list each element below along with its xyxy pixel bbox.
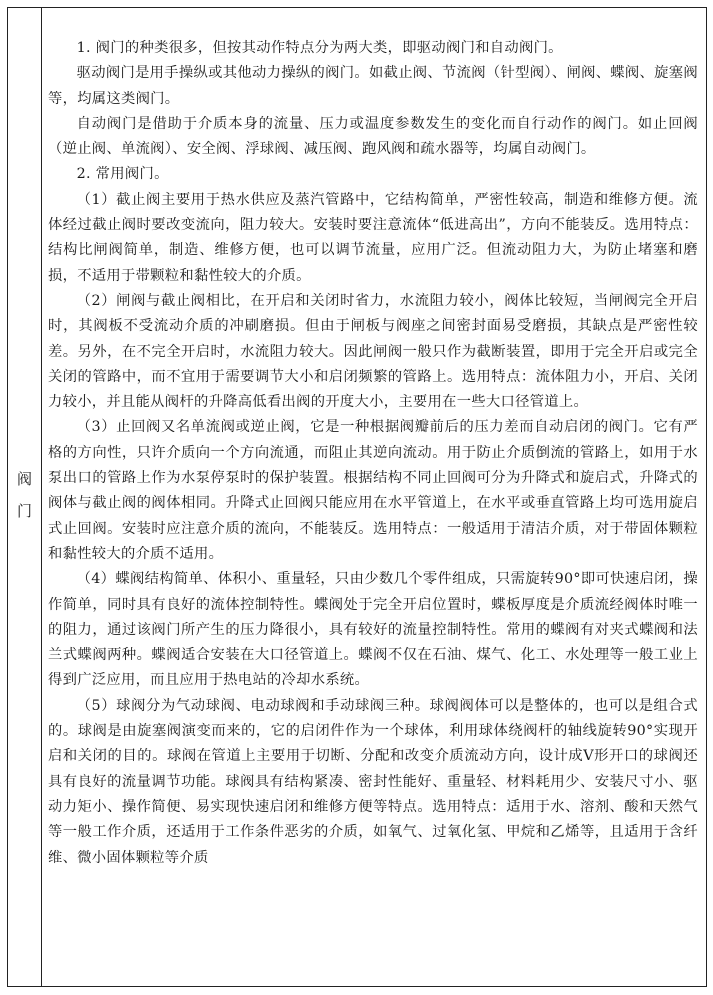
content-cell bbox=[48, 36, 698, 871]
paragraph: （5）球阀分为气动球阀、电动球阀和手动球阀三种。球阀阀体可以是整体的，也可以是组合式的。球阀是由旋塞阀演变而来的，它的启闭件作为一个球体，利用球体绕阀杆的轴线旋转90°实现开启和关闭的目的。球阀在管道上主要用于切断、分配和改变介质流动方向，设计成V形开口的球阀还具有良好的流量调节功能。球阀具有结构紧凑、密封性能好、重量轻、材料耗用少、安装尺寸小、驱动力矩小、操作简便、易实现快速启闭和维修方便等特点。选用特点：适用于水、溶剂、酸和天然气等一般工作介质，还适用于工作条件恶劣的介质，如氧气、过氧化氢、甲烷和乙烯等，且适用于含纤维、微小固体颗粒等介质 bbox=[48, 697, 698, 866]
paragraph: 2. 常用阀门。 bbox=[76, 166, 169, 183]
paragraph: 驱动阀门是用手操纵或其他动力操纵的阀门。如截止阀、节流阀（针型阀）、闸阀、蝶阀、旋塞阀等，均属这类阀门。 bbox=[48, 65, 698, 107]
paragraph: （2）闸阀与截止阀相比，在开启和关闭时省力，水流阻力较小，阀体比较短，当闸阀完全开启时，其阀板不受流动介质的冲刷磨损。但由于闸板与阀座之间密封面易受磨损，其缺点是严密性较差。另外，在不完全开启时，水流阻力较大。因此闸阀一般只作为截断装置，即用于完全开启或完全关闭的管路中，而不宜用于需要调节大小和启闭频繁的管路上。选用特点：流体阻力小，开启、关闭力较小，并且能从阀杆的升降高低看出阀的开度大小，主要用在一些大口径管道上。 bbox=[48, 292, 698, 411]
category-char-2: 门 bbox=[16, 502, 32, 520]
paragraph: 1. 阀门的种类很多，但按其动作特点分为两大类，即驱动阀门和自动阀门。 bbox=[76, 40, 563, 56]
paragraph: （3）止回阀又名单流阀或逆止阀，它是一种根据阀瓣前后的压力差而自动启闭的阀门。它有严格的方向性，只许介质向一个方向流通，而阻止其逆向流动。用于防止介质倒流的管路上，如用于水泵出口的管路上作为水泵停泵时的保护装置。根据结构不同止回阀可分为升降式和旋启式，升降式的阀体与截止阀的阀体相同。升降式止回阀只能应用在水平管道上，在水平或垂直管路上均可选用旋启式止回阀。安装时应注意介质的流向，不能装反。选用特点：一般适用于清洁介质，对于带固体颗粒和黏性较大的介质不适用。 bbox=[48, 419, 698, 562]
category-label bbox=[8, 463, 41, 527]
paragraph: （4）蝶阀结构简单、体积小、重量轻，只由少数几个零件组成，只需旋转90°即可快速启闭，操作简单，同时具有良好的流体控制特性。蝶阀处于完全开启位置时，蝶板厚度是介质流经阀体时唯一的阻力，通过该阀门所产生的压力降很小，具有较好的流量控制特性。常用的蝶阀有对夹式蝶阀和法兰式蝶阀两种。蝶阀适合安装在大口径管道上。蝶阀不仅在石油、煤气、化工、水处理等一般工业上得到广泛应用，而且应用于热电站的冷却水系统。 bbox=[48, 571, 698, 689]
category-column bbox=[8, 8, 42, 986]
paragraph: （1）截止阀主要用于热水供应及蒸汽管路中，它结构简单，严密性较高，制造和维修方便。流体经过截止阀时要改变流向，阻力较大。安装时要注意流体“低进高出”，方向不能装反。选用特点：结构比闸阀简单，制造、维修方便，也可以调节流量，应用广泛。但流动阻力大，为防止堵塞和磨损，不适用于带颗粒和黏性较大的介质。 bbox=[48, 191, 698, 284]
table-frame bbox=[7, 7, 707, 987]
paragraph: 自动阀门是借助于介质本身的流量、压力或温度参数发生的变化而自行动作的阀门。如止回阀（逆止阀、单流阀）、安全阀、浮球阀、减压阀、跑风阀和疏水器等，均属自动阀门。 bbox=[48, 115, 698, 158]
category-char-1: 阀 bbox=[16, 470, 32, 488]
